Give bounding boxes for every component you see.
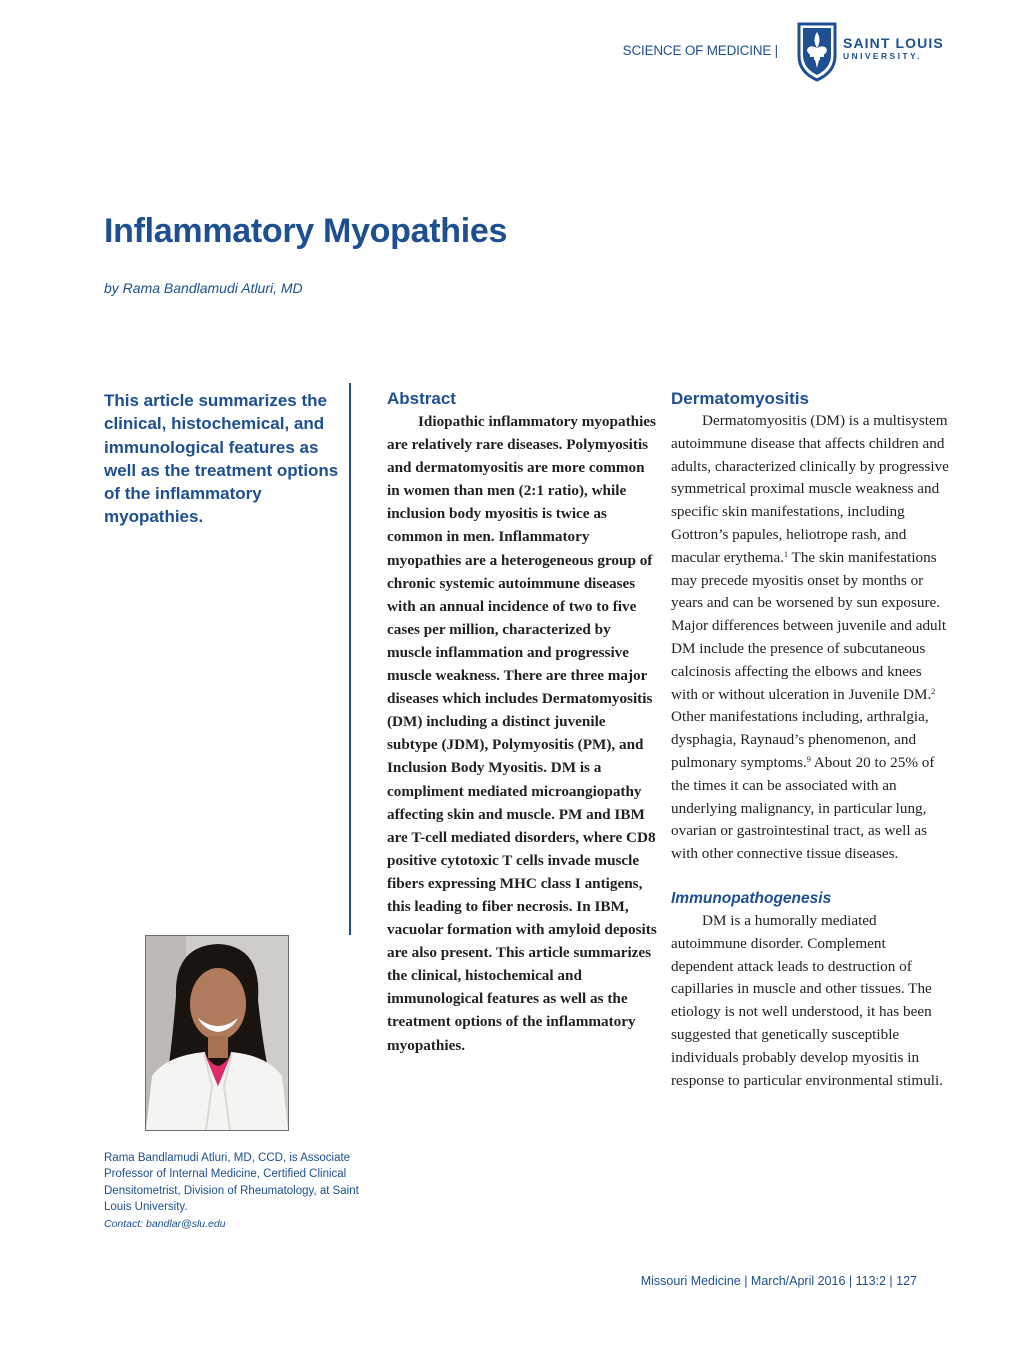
logo-line-2: UNIVERSITY. xyxy=(843,51,922,61)
dermatomyositis-body xyxy=(671,410,951,866)
saint-louis-university-logo xyxy=(795,18,945,84)
column-divider xyxy=(349,383,351,935)
ref-superscript: 9 xyxy=(806,754,811,764)
ref-superscript: 1 xyxy=(784,549,789,559)
author-photo xyxy=(145,935,289,1131)
author-caption xyxy=(104,1150,364,1232)
article-title: Inflammatory Myopathies xyxy=(104,212,508,250)
right-column xyxy=(671,388,951,1092)
author-bio: Rama Bandlamudi Atluri, MD, CCD, is Associate Professor of Internal Medicine, Certified Clinical Densitometrist, Division of Rheumatology, at Saint Louis University. xyxy=(104,1152,359,1214)
byline: by Rama Bandlamudi Atluri, MD xyxy=(104,280,303,296)
page-footer: Missouri Medicine | March/April 2016 | 113:2 | 127 xyxy=(640,1274,917,1288)
dm-text-2: The skin manifestations may precede myositis onset by months or years and can be worsened by sun exposure. Major differences between juvenile and adult DM include the presence of subcutaneous calcinosis affecting the elbows and knees with or without ulceration in Juvenile DM. xyxy=(671,548,947,703)
ref-superscript: 2 xyxy=(931,686,936,696)
dm-text-4: About 20 to 25% of the times it can be associated with an underlying malignancy, in particular lung, ovarian or gastrointestinal tract, as well as with other connective tissue diseases. xyxy=(671,753,935,863)
fleur-de-lis-shield-icon xyxy=(795,18,839,84)
abstract-section xyxy=(387,388,657,1057)
article-summary: This article summarizes the clinical, histochemical, and immunological features as well as the treatment options of the inflammatory myopathies. xyxy=(104,391,339,527)
dm-text-1: Dermatomyositis (DM) is a multisystem autoimmune disease that affects children and adults, characterized clinically by progressive symmetrical proximal muscle weakness and specific skin manifestations, including Gottron’s papules, heliotrope rash, and macular erythema. xyxy=(671,412,949,566)
abstract-heading: Abstract xyxy=(387,389,456,408)
immunopathogenesis-body: DM is a humorally mediated autoimmune disorder. Complement dependent attack leads to destruction of capillaries in muscle and other tissues. The etiology is not well understood, it has been suggested that genetically susceptible individuals probably develop myositis in response to particular environmental stimuli. xyxy=(671,911,944,1089)
abstract-body: Idiopathic inflammatory myopathies are relatively rare diseases. Polymyositis and dermatomyositis are more common in women than men (2:1 ratio), while inclusion body myositis is twice as common in men. Inflammatory myopathies are a heterogeneous group of chronic systemic autoimmune diseases with an annual incidence of two to five cases per million, characterized by muscle inflammation and progressive muscle weakness. There are three major diseases which includes Dermatomyositis (DM) including a distinct juvenile subtype (JDM), Polymyositis (PM), and Inclusion Body Myositis. DM is a compliment mediated microangiopathy affecting skin and muscle. PM and IBM are T-cell mediated disorders, where CD8 positive cytotoxic T cells invade muscle fibers expressing MHC class I antigens, this leading to fiber necrosis. In IBM, vacuolar formation with amyloid deposits are also present. This article summarizes the clinical, histochemical and immunological features as well as the treatment options of the inflammatory myopathies. xyxy=(387,413,657,1054)
logo-line-1: SAINT LOUIS xyxy=(843,35,944,51)
dermatomyositis-heading: Dermatomyositis xyxy=(671,389,809,408)
author-contact: Contact: bandlar@slu.edu xyxy=(104,1217,226,1230)
dm-text-3: Other manifestations including, arthralgia, dysphagia, Raynaud’s phenomenon, and pulmonary symptoms. xyxy=(671,708,929,771)
section-label: SCIENCE OF MEDICINE | xyxy=(622,43,778,58)
immunopathogenesis-heading: Immunopathogenesis xyxy=(671,889,832,907)
